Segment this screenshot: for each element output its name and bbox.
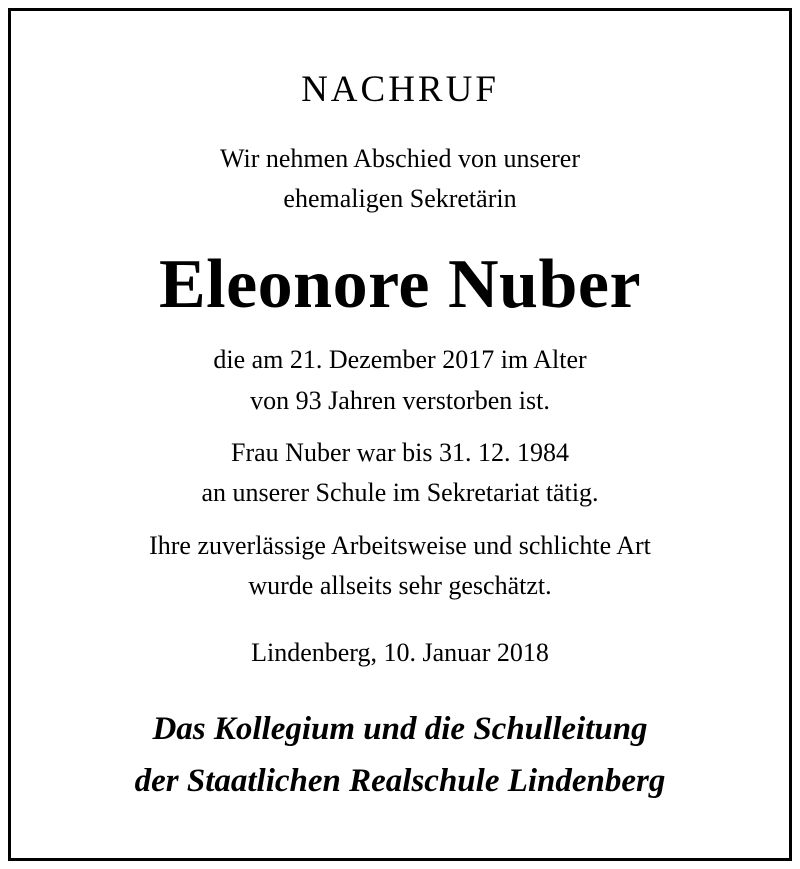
service-line-2: an unserer Schule im Sekretariat tätig. <box>201 478 599 507</box>
death-line-2: von 93 Jahren verstorben ist. <box>250 386 550 415</box>
tribute-line-1: Ihre zuverlässige Arbeitsweise und schlichte Art <box>149 531 651 560</box>
death-line-1: die am 21. Dezember 2017 im Alter <box>213 345 587 374</box>
tribute-line-2: wurde allseits sehr geschätzt. <box>248 571 552 600</box>
place-date: Lindenberg, 10. Januar 2018 <box>251 638 549 667</box>
signature-line-1: Das Kollegium und die Schulleitung <box>152 711 648 747</box>
intro-line-1: Wir nehmen Abschied von unserer <box>220 144 580 173</box>
intro-line-2: ehemaligen Sekretärin <box>283 184 517 213</box>
signature-line-2: der Staatlichen Realschule Lindenberg <box>134 763 666 799</box>
deceased-name: Eleonore Nuber <box>158 246 642 323</box>
notice-heading: NACHRUF <box>301 69 499 110</box>
service-line-1: Frau Nuber war bis 31. 12. 1984 <box>231 438 569 467</box>
